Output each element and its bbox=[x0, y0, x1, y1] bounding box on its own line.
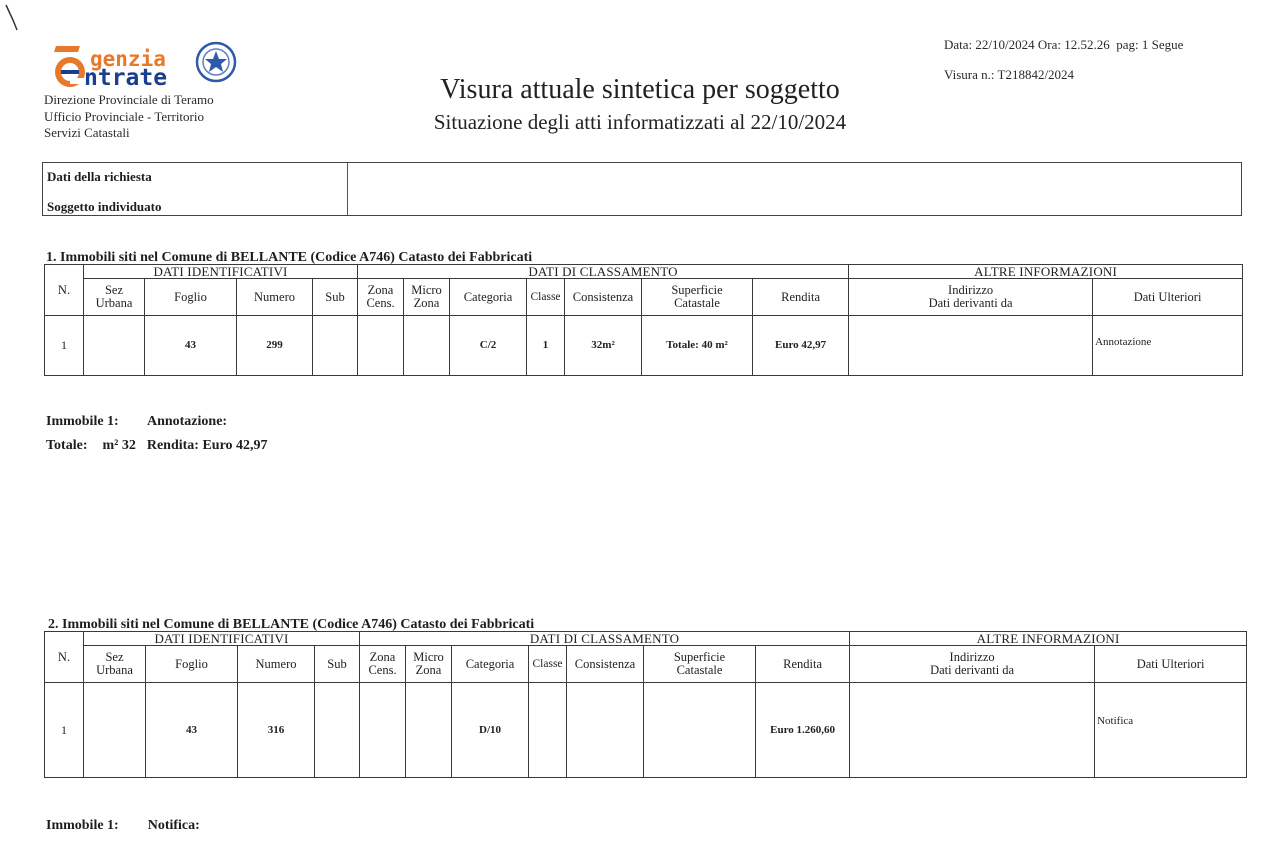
col-categoria: Categoria bbox=[452, 646, 529, 683]
col-numero: Numero bbox=[238, 646, 315, 683]
logo-text-agenzia: genzia bbox=[90, 47, 166, 71]
property-table-2 bbox=[44, 631, 1247, 778]
request-divider bbox=[347, 163, 348, 215]
cell-sub bbox=[315, 683, 360, 778]
property-table-1 bbox=[44, 264, 1243, 376]
section-heading-1: 1. Immobili siti nel Comune di BELLANTE (Codice A746) Catasto dei Fabbricati bbox=[46, 250, 533, 265]
cell-zona bbox=[358, 316, 404, 376]
republic-emblem-icon bbox=[197, 43, 235, 81]
col-consistenza: Consistenza bbox=[567, 646, 644, 683]
group-identificativi: DATI IDENTIFICATIVI bbox=[84, 632, 360, 646]
cell-foglio: 43 bbox=[145, 316, 237, 376]
col-n: N. bbox=[45, 265, 84, 316]
col-zona: Zona Cens. bbox=[360, 646, 406, 683]
meta-page: pag: 1 Segue bbox=[1116, 37, 1184, 52]
cell-ulteriori: Notifica bbox=[1095, 683, 1247, 778]
col-sub: Sub bbox=[315, 646, 360, 683]
cell-sez bbox=[84, 683, 146, 778]
col-micro: Micro Zona bbox=[406, 646, 452, 683]
group-identificativi: DATI IDENTIFICATIVI bbox=[84, 265, 358, 279]
cell-zona bbox=[360, 683, 406, 778]
logo-text-entrate: ntrate bbox=[84, 65, 168, 91]
immobile-summary-2 bbox=[46, 818, 200, 834]
col-n: N. bbox=[45, 632, 84, 683]
col-micro: Micro Zona bbox=[404, 279, 450, 316]
cell-consistenza bbox=[567, 683, 644, 778]
col-superficie: Superficie Catastale bbox=[644, 646, 756, 683]
cell-categoria: C/2 bbox=[450, 316, 527, 376]
cell-indirizzo bbox=[849, 316, 1093, 376]
cell-numero: 316 bbox=[238, 683, 315, 778]
col-consistenza: Consistenza bbox=[565, 279, 642, 316]
office-line: Servizi Catastali bbox=[44, 125, 130, 140]
cell-rendita: Euro 42,97 bbox=[753, 316, 849, 376]
col-indirizzo: Indirizzo Dati derivanti da bbox=[849, 279, 1093, 316]
cell-classe bbox=[529, 683, 567, 778]
col-sez: Sez Urbana bbox=[84, 646, 146, 683]
document-title-block bbox=[360, 72, 920, 136]
totale-rendita: Rendita: Euro 42,97 bbox=[146, 438, 268, 453]
col-ulteriori: Dati Ulteriori bbox=[1095, 646, 1247, 683]
request-box bbox=[42, 162, 1242, 216]
summary-value: Annotazione: bbox=[146, 414, 228, 429]
meta-date: Data: 22/10/2024 Ora: 12.52.26 bbox=[944, 37, 1110, 52]
group-classamento: DATI DI CLASSAMENTO bbox=[358, 265, 849, 279]
cell-ulteriori: Annotazione bbox=[1093, 316, 1243, 376]
cell-n: 1 bbox=[45, 316, 84, 376]
group-classamento: DATI DI CLASSAMENTO bbox=[360, 632, 850, 646]
document-title: Visura attuale sintetica per soggetto bbox=[440, 74, 840, 105]
col-rendita: Rendita bbox=[756, 646, 850, 683]
office-block bbox=[44, 92, 214, 142]
cell-superficie: Totale: 40 m² bbox=[642, 316, 753, 376]
cell-categoria: D/10 bbox=[452, 683, 529, 778]
col-sez: Sez Urbana bbox=[84, 279, 145, 316]
col-rendita: Rendita bbox=[753, 279, 849, 316]
totals-line bbox=[46, 438, 268, 454]
cell-rendita: Euro 1.260,60 bbox=[756, 683, 850, 778]
cell-consistenza: 32m² bbox=[565, 316, 642, 376]
col-foglio: Foglio bbox=[146, 646, 238, 683]
request-label: Dati della richiesta bbox=[47, 169, 152, 184]
col-ulteriori: Dati Ulteriori bbox=[1093, 279, 1243, 316]
agenzia-entrate-logo bbox=[44, 40, 244, 92]
section-heading-2: 2. Immobili siti nel Comune di BELLANTE (Codice A746) Catasto dei Fabbricati bbox=[48, 617, 535, 632]
cell-n: 1 bbox=[45, 683, 84, 778]
summary-label: Immobile 1: bbox=[46, 414, 119, 429]
col-foglio: Foglio bbox=[145, 279, 237, 316]
group-altre: ALTRE INFORMAZIONI bbox=[849, 265, 1243, 279]
summary-value: Notifica: bbox=[147, 818, 200, 833]
col-zona: Zona Cens. bbox=[358, 279, 404, 316]
col-sub: Sub bbox=[313, 279, 358, 316]
cell-foglio: 43 bbox=[146, 683, 238, 778]
group-altre: ALTRE INFORMAZIONI bbox=[850, 632, 1247, 646]
meta-visura: Visura n.: T218842/2024 bbox=[944, 67, 1075, 82]
col-classe: Classe bbox=[527, 279, 565, 316]
col-indirizzo: Indirizzo Dati derivanti da bbox=[850, 646, 1095, 683]
totale-mq: m² 32 bbox=[102, 438, 136, 453]
office-line: Ufficio Provinciale - Territorio bbox=[44, 108, 204, 124]
cell-classe: 1 bbox=[527, 316, 565, 376]
office-line: Direzione Provinciale di Teramo bbox=[44, 92, 214, 107]
cell-sub bbox=[313, 316, 358, 376]
immobile-summary-1 bbox=[46, 414, 227, 430]
cell-superficie bbox=[644, 683, 756, 778]
col-categoria: Categoria bbox=[450, 279, 527, 316]
summary-label: Immobile 1: bbox=[46, 818, 119, 833]
cell-sez bbox=[84, 316, 145, 376]
col-classe: Classe bbox=[529, 646, 567, 683]
visura-meta bbox=[944, 37, 1183, 83]
cell-micro bbox=[406, 683, 452, 778]
cell-micro bbox=[404, 316, 450, 376]
cell-numero: 299 bbox=[237, 316, 313, 376]
table-row bbox=[45, 683, 1247, 778]
cell-indirizzo bbox=[850, 683, 1095, 778]
pen-mark-decoration bbox=[5, 4, 19, 32]
col-superficie: Superficie Catastale bbox=[642, 279, 753, 316]
document-subtitle: Situazione degli atti informatizzati al 22/10/2024 bbox=[433, 110, 847, 134]
table-row bbox=[45, 316, 1243, 376]
col-numero: Numero bbox=[237, 279, 313, 316]
subject-label: Soggetto individuato bbox=[47, 199, 162, 214]
totale-label: Totale: bbox=[46, 438, 88, 453]
